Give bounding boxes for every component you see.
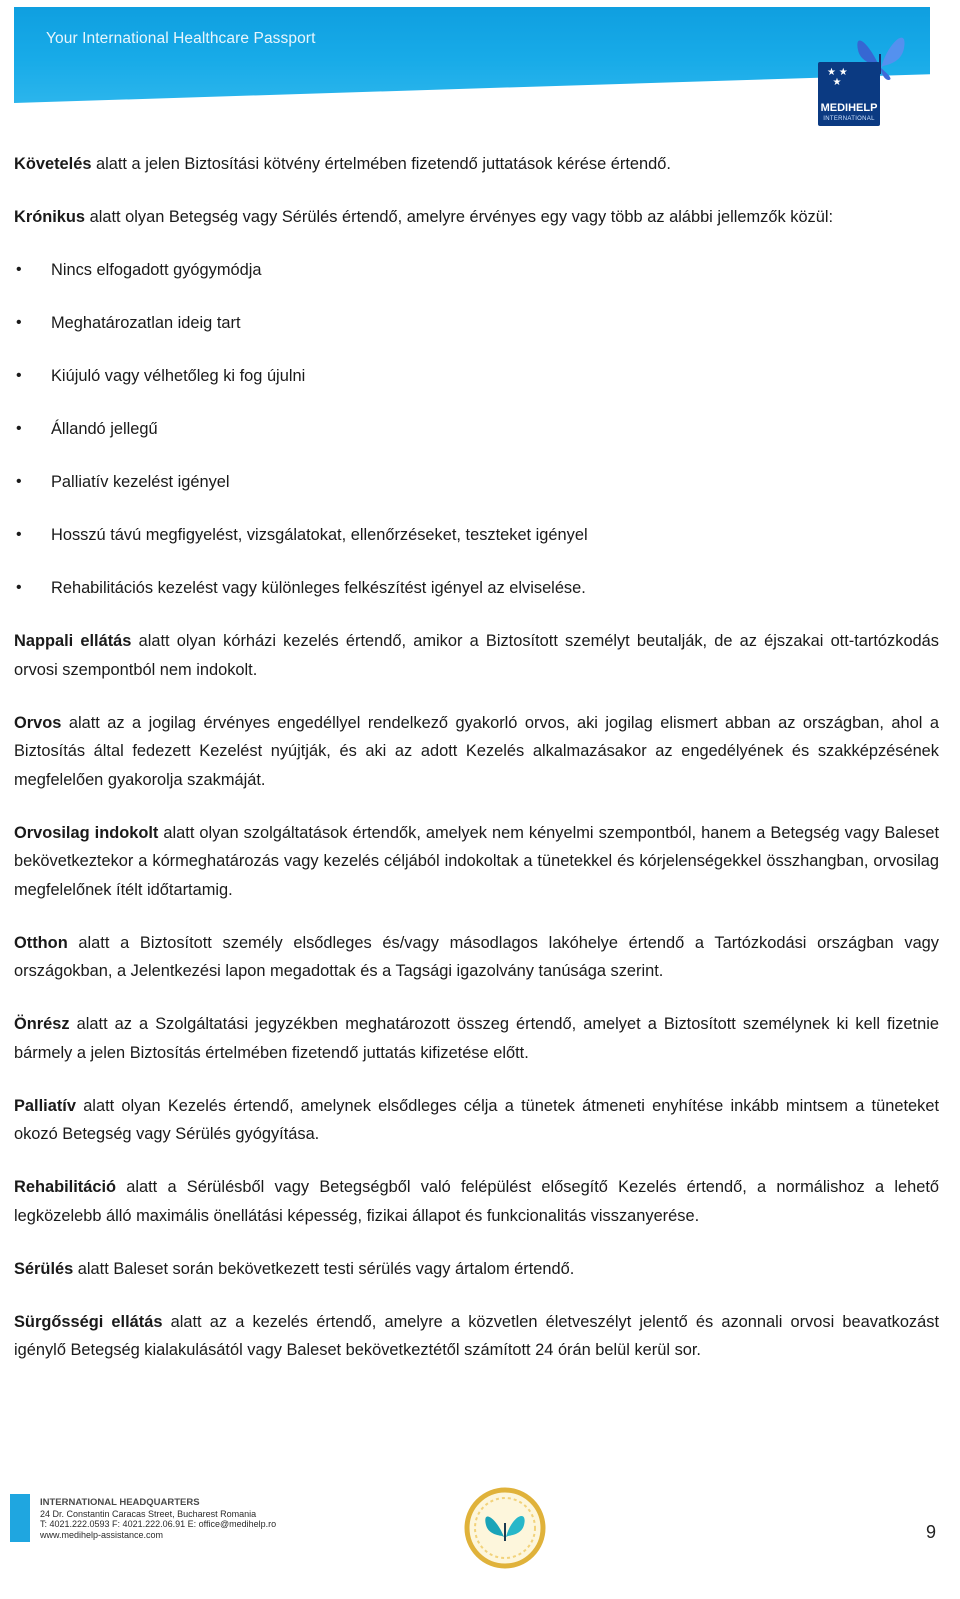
footer-accent-bar bbox=[10, 1494, 30, 1542]
definition-term: Önrész bbox=[14, 1015, 70, 1033]
footer-headquarters bbox=[40, 1498, 276, 1540]
definition-term: Követelés bbox=[14, 155, 92, 173]
definition-text: alatt olyan szolgáltatások értendők, amelyek nem kényelmi szempontból, hanem a Betegség vagy Baleset bekövetkeztekor a kórmeghatározás vagy kezelés céljából indokoltak a tünetekkel és kórjelenségekkel összhangban, orvosilag megfelelőnek ítélt időtartamig. bbox=[14, 823, 940, 899]
definition-text: alatt olyan Betegség vagy Sérülés értendő, amelyre érvényes egy vagy több az alábbi jellemzők közül: bbox=[85, 208, 834, 226]
bullet-icon: • bbox=[16, 314, 22, 331]
bullet-icon: • bbox=[16, 473, 22, 490]
list-item: • Nincs elfogadott gyógymódja bbox=[14, 256, 939, 285]
footer-hq-contact: T: 4021.222.0593 F: 4021.222.06.91 E: office@medihelp.ro bbox=[40, 1519, 277, 1529]
definition-term: Sérülés bbox=[14, 1259, 74, 1278]
definition-term: Sürgősségi ellátás bbox=[14, 1312, 163, 1331]
definition-term: Orvosilag indokolt bbox=[14, 823, 159, 842]
definition-term: Krónikus bbox=[14, 208, 86, 226]
definition-term: Rehabilitáció bbox=[14, 1178, 117, 1196]
definition-emergency-care bbox=[14, 1308, 939, 1365]
logo-brand-subtitle: INTERNATIONAL bbox=[823, 116, 875, 122]
definition-term: Palliatív bbox=[14, 1096, 76, 1115]
definition-day-care bbox=[14, 627, 939, 684]
bullet-icon: • bbox=[16, 261, 22, 278]
definition-term: Nappali ellátás bbox=[14, 632, 132, 650]
definition-deductible bbox=[14, 1010, 939, 1067]
header-tagline: Your International Healthcare Passport bbox=[46, 30, 316, 47]
chronic-characteristics-list bbox=[14, 256, 939, 603]
definition-text: alatt az a jogilag érvényes engedéllyel rendelkező gyakorló orvos, aki jogilag elismert abban az országban, ahol a Biztosítás által fedezett Kezelést nyújtják, és aki az adott Kezelés alkalmazásakor az engedélyének és szakképzésének megfelelően gyakorolja szakmáját. bbox=[14, 713, 939, 789]
definition-palliative bbox=[14, 1092, 939, 1149]
definition-text: alatt Baleset során bekövetkezett testi sérülés vagy ártalom értendő. bbox=[73, 1259, 575, 1278]
logo-stars-icon: ★ ★ ★ bbox=[827, 67, 848, 88]
definition-text: alatt a Biztosított személy elsődleges és/vagy másodlagos lakóhelye értendő a Tartózkodási országban vagy országokban, a Jelentkezési lapon megadottak és a Tagsági igazolvány tanúsága szerint. bbox=[14, 933, 939, 980]
bullet-icon: • bbox=[16, 420, 22, 437]
definition-chronic bbox=[14, 203, 939, 232]
definition-text: alatt olyan Kezelés értendő, amelynek elsődleges célja a tünetek átmeneti enyhítése inkább mintsem a tüneteket okozó Betegség vagy Sérülés gyógyítása. bbox=[14, 1096, 939, 1143]
definition-text: alatt a Sérülésből vagy Betegségből való felépülést elősegítő Kezelés értendő, a normálishoz a lehető legközelebb álló maximális önellátási képesség, fizikai állapot és funkcionalitás visszanyerése. bbox=[14, 1178, 939, 1225]
definition-text: alatt az a kezelés értendő, amelyre a közvetlen életveszélyt jelentő és azonnali orvosi beavatkozást igénylő Betegség kialakulásától vagy Baleset bekövetkeztétől számított 24 órán belül kerül sor. bbox=[14, 1312, 939, 1359]
list-item: • Palliatív kezelést igényel bbox=[14, 468, 939, 497]
logo-brand-name: MEDIHELP bbox=[820, 102, 878, 114]
list-item: • Meghatározatlan ideig tart bbox=[14, 309, 939, 338]
definition-physician bbox=[14, 709, 939, 795]
definition-claim bbox=[14, 150, 939, 179]
definition-term: Otthon bbox=[14, 933, 68, 952]
document-body bbox=[14, 150, 939, 1389]
definition-rehabilitation bbox=[14, 1173, 939, 1230]
definition-injury bbox=[14, 1255, 939, 1284]
definition-text: alatt az a Szolgáltatási jegyzékben meghatározott összeg értendő, amelyet a Biztosított személynek ki kell fizetnie bármely a jelen Biztosítás értelmében fizetendő juttatás kifizetése előtt. bbox=[14, 1015, 939, 1062]
footer-hq-address: 24 Dr. Constantin Caracas Street, Bucharest Romania bbox=[40, 1508, 257, 1519]
medihelp-logo bbox=[818, 62, 880, 126]
definition-home bbox=[14, 929, 939, 986]
definition-text: alatt olyan kórházi kezelés értendő, amikor a Biztosított személyt beutalják, de az éjszakai ott-tartózkodás orvosi szempontból nem indokolt. bbox=[14, 632, 939, 679]
list-item: • Kiújuló vagy vélhetőleg ki fog újulni bbox=[14, 362, 939, 391]
definition-medically-necessary bbox=[14, 819, 939, 905]
header-banner bbox=[14, 7, 930, 103]
bullet-icon: • bbox=[16, 579, 22, 596]
bullet-icon: • bbox=[16, 526, 22, 543]
list-item: • Állandó jellegű bbox=[14, 415, 939, 444]
list-item: • Hosszú távú megfigyelést, vizsgálatokat, ellenőrzéseket, teszteket igényel bbox=[14, 521, 939, 550]
footer-hq-web: www.medihelp-assistance.com bbox=[40, 1529, 164, 1540]
quality-seal-icon bbox=[462, 1485, 548, 1571]
footer-hq-title: INTERNATIONAL HEADQUARTERS bbox=[40, 1497, 200, 1508]
page-number: 9 bbox=[926, 1522, 937, 1542]
list-item: • Rehabilitációs kezelést vagy különleges felkészítést igényel az elviselése. bbox=[14, 574, 939, 603]
definition-term: Orvos bbox=[14, 713, 62, 732]
bullet-icon: • bbox=[16, 367, 22, 384]
definition-text: alatt a jelen Biztosítási kötvény értelmében fizetendő juttatások kérése értendő. bbox=[91, 155, 671, 173]
